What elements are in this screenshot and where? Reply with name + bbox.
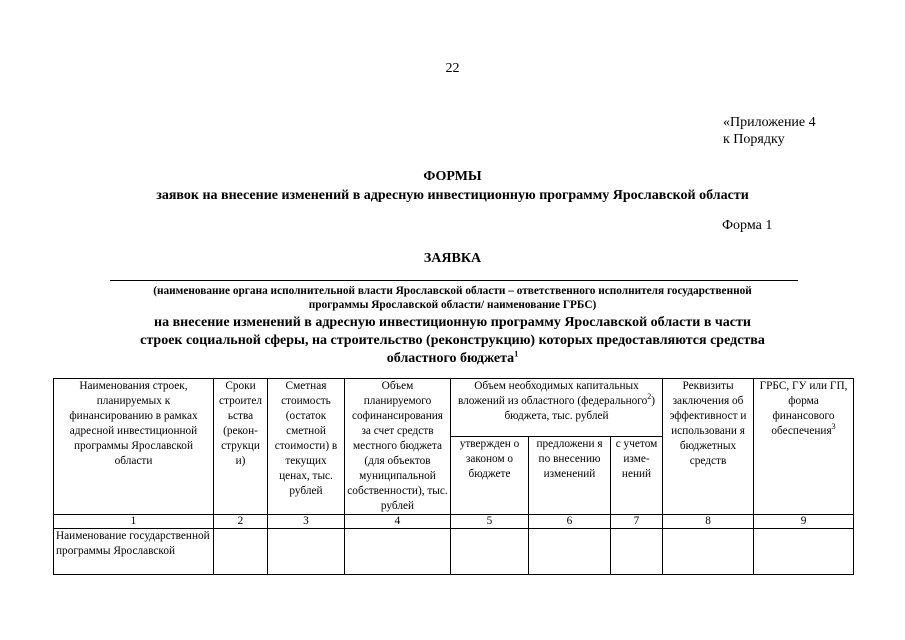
appendix-line-2: к Порядку — [723, 132, 785, 147]
column-number: 3 — [268, 515, 345, 529]
forms-title — [0, 167, 905, 205]
header-predlozheniya: предложени я по внесению изменений — [529, 437, 611, 515]
forms-title-line-2: заявок на внесение изменений в адресную инвестиционную программу Ярославской области — [156, 188, 749, 203]
table-row — [54, 529, 854, 575]
subtitle-line-1: на внесение изменений в адресную инвестиционную программу Ярославской области в части — [154, 315, 751, 330]
empty-cell — [451, 529, 529, 575]
org-caption-line-1: (наименование органа исполнительной власти Ярославской области – ответственного исполнителя государственной — [153, 285, 752, 297]
header-stroiki: Наименования строек, планируемых к финансированию в рамках адресной инвестиционной программы Ярославской области — [54, 379, 214, 515]
program-name-cell: Наименование государственной программы Ярославской — [54, 529, 214, 575]
footnote-marker-3: 3 — [831, 422, 836, 432]
column-number: 1 — [54, 515, 214, 529]
empty-cell — [611, 529, 663, 575]
forms-title-line-1: ФОРМЫ — [423, 169, 482, 184]
table-header-row-1 — [54, 379, 854, 437]
header-s-uchetom: с учетом изме-нений — [611, 437, 663, 515]
page-number: 22 — [445, 61, 460, 76]
header-grbs — [754, 379, 854, 515]
empty-cell — [663, 529, 754, 575]
header-kapvlozheniya-b: ) бюджета, тыс. рублей — [504, 395, 656, 422]
header-smetnaya-stoimost: Сметная стоимость (остаток сметной стоимости) в текущих ценах, тыс. рублей — [268, 379, 345, 515]
header-sofinansirovanie: Объем планируемого софинансирования за счет средств местного бюджета (для объектов муниципальной собственности), тыс. рублей — [345, 379, 451, 515]
appendix-line-1: «Приложение 4 — [723, 115, 816, 130]
subtitle-line-2: строек социальной сферы, на строительство (реконструкцию) которых предоставляются средства — [140, 333, 765, 348]
footnote-marker-2: 2 — [647, 392, 652, 402]
fill-in-line — [110, 280, 798, 281]
subtitle-line-3 — [60, 350, 845, 368]
zayavka-title: ЗАЯВКА — [423, 251, 482, 266]
column-number: 6 — [529, 515, 611, 529]
header-kapvlozheniya — [451, 379, 663, 437]
request-table — [53, 378, 854, 575]
column-number: 2 — [214, 515, 268, 529]
empty-cell — [214, 529, 268, 575]
column-number: 5 — [451, 515, 529, 529]
empty-cell — [529, 529, 611, 575]
subtitle-line-3-text: областного бюджета — [386, 351, 515, 366]
header-kapvlozheniya-a: Объем необходимых капитальных вложений из областного (федерального — [457, 380, 648, 407]
footnote-marker-1: 1 — [514, 349, 519, 359]
column-number: 7 — [611, 515, 663, 529]
org-caption — [100, 284, 805, 312]
header-utverzhdeno: утвержден о законом о бюджете — [451, 437, 529, 515]
column-number: 8 — [663, 515, 754, 529]
column-number: 9 — [754, 515, 854, 529]
empty-cell — [754, 529, 854, 575]
column-numbers-row — [54, 515, 854, 529]
empty-cell — [345, 529, 451, 575]
org-caption-line-2: программы Ярославской области/ наименование ГРБС) — [308, 299, 597, 311]
header-grbs-text: ГРБС, ГУ или ГП, форма финансового обеспечения — [759, 380, 848, 437]
column-number: 4 — [345, 515, 451, 529]
header-sroki: Сроки строител ьства (рекон-струкци и) — [214, 379, 268, 515]
request-subtitle — [60, 314, 845, 368]
empty-cell — [268, 529, 345, 575]
form-number: Форма 1 — [722, 218, 773, 233]
header-rekvizity: Реквизиты заключения об эффективност и использовани я бюджетных средств — [663, 379, 754, 515]
appendix-note — [723, 114, 816, 148]
